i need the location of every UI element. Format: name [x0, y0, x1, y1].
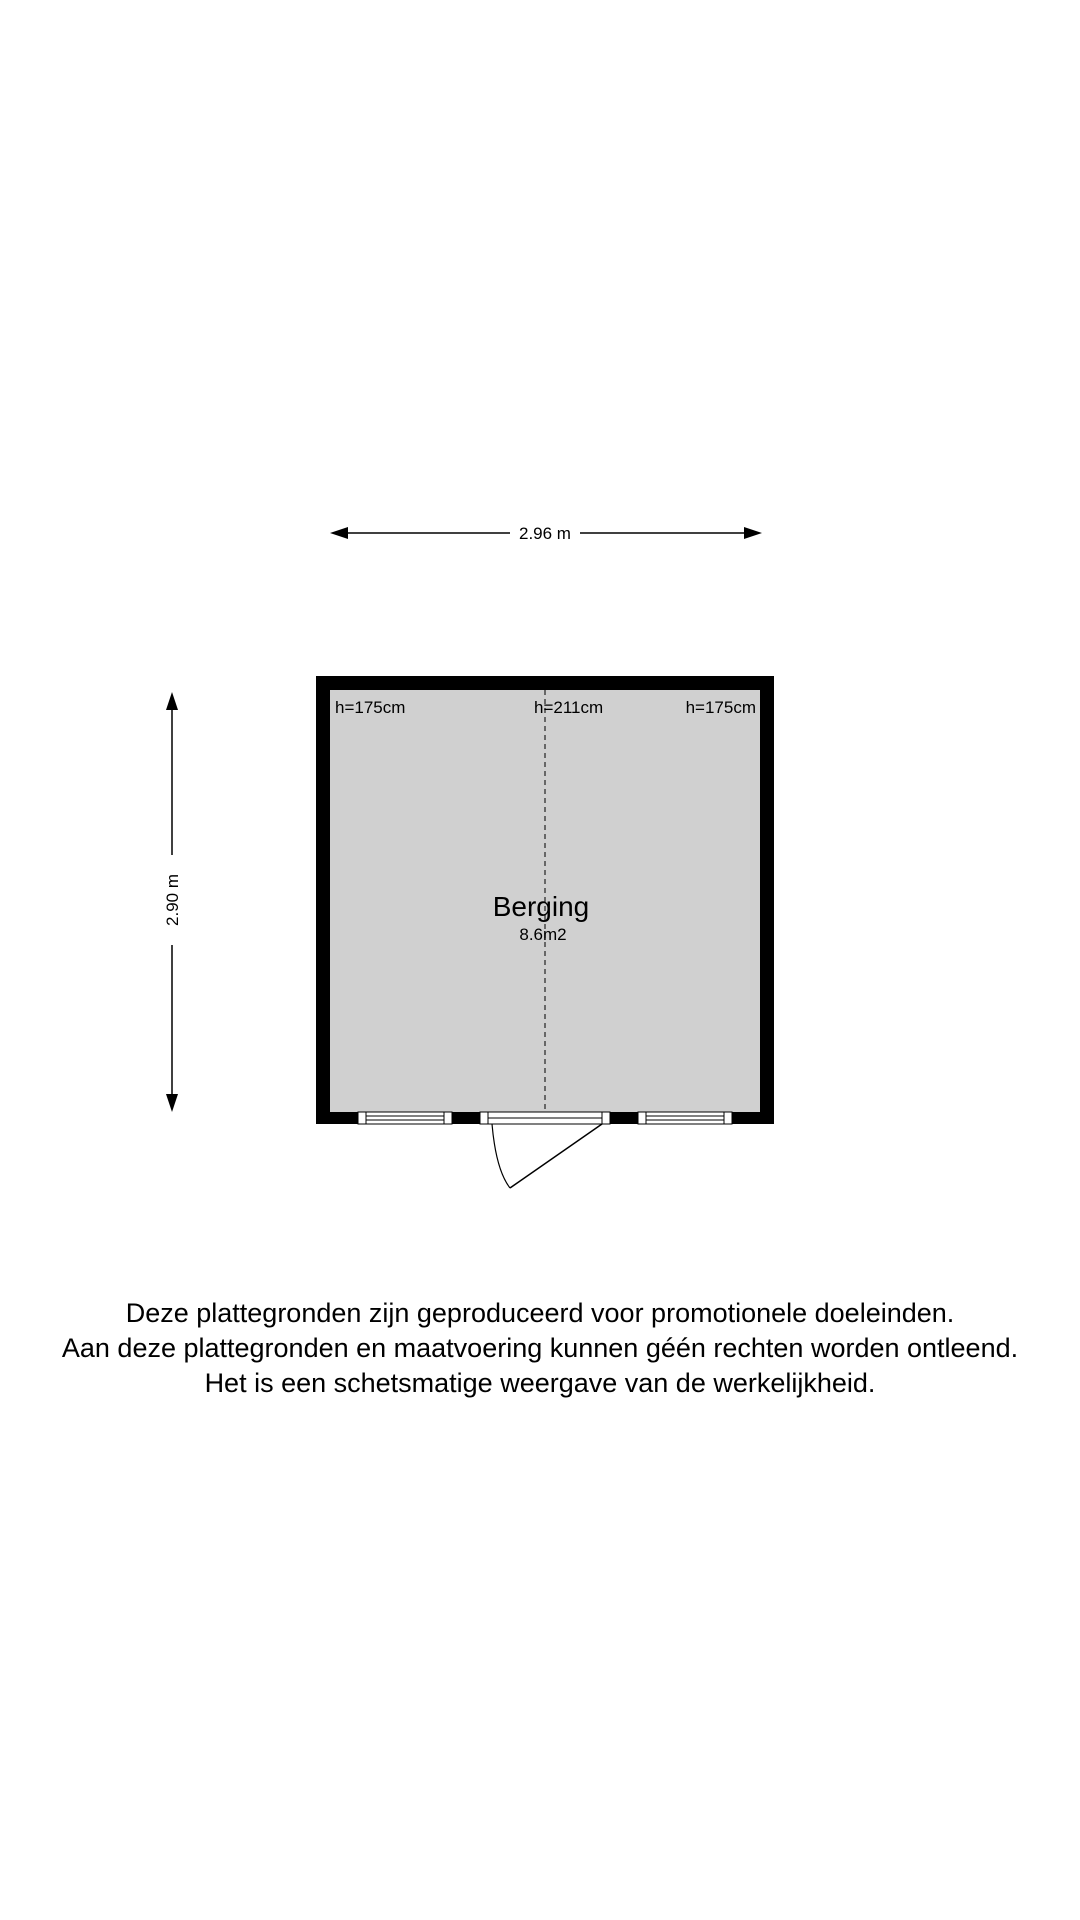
wall-bottom-segment [732, 1112, 774, 1124]
disclaimer [0, 1296, 1080, 1401]
disclaimer-line: Het is een schetsmatige weergave van de werkelijkheid. [204, 1368, 876, 1398]
wall-bottom-segment [452, 1112, 480, 1124]
window-right [638, 1112, 732, 1124]
depth-label: 2.90 m [163, 874, 182, 926]
window-left [358, 1112, 452, 1124]
door-swing-arc [492, 1124, 510, 1188]
arrow-down-icon [166, 1094, 178, 1112]
wall-left [316, 676, 330, 1124]
door [480, 1112, 610, 1188]
door-leaf [510, 1124, 602, 1188]
wall-bottom-segment [610, 1112, 638, 1124]
room-area: 8.6m2 [519, 925, 567, 944]
depth-dimension [163, 692, 182, 1112]
disclaimer-line: Aan deze plattegronden en maatvoering kunnen géén rechten worden ontleend. [61, 1333, 1019, 1363]
wall-bottom-segment [316, 1112, 358, 1124]
wall-top [316, 676, 774, 690]
width-label: 2.96 m [519, 524, 571, 543]
height-label-left: h=175cm [335, 698, 406, 717]
wall-right [760, 676, 774, 1124]
arrow-right-icon [744, 527, 762, 539]
height-label-center: h=211cm [534, 698, 604, 717]
arrow-left-icon [330, 527, 348, 539]
disclaimer-line: Deze plattegronden zijn geproduceerd voor promotionele doeleinden. [125, 1298, 955, 1328]
width-dimension [330, 524, 762, 543]
arrow-up-icon [166, 692, 178, 710]
height-label-right: h=175cm [685, 698, 756, 717]
room-name: Berging [492, 891, 590, 922]
